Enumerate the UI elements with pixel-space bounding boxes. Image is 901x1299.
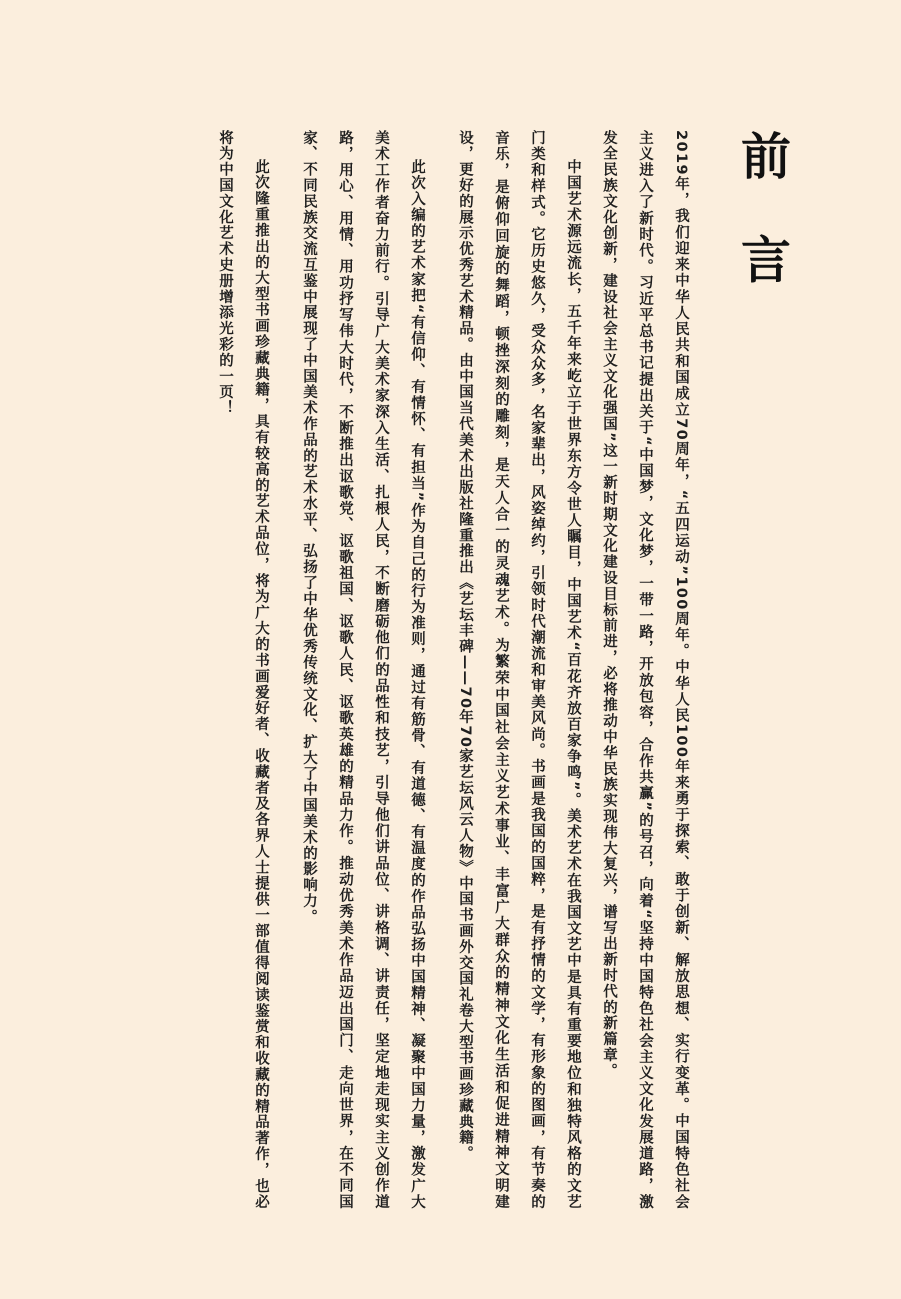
preface-paragraph-1: 2019年，我们迎来中华人民共和国成立70周年，“五四运动”100周年。中华人民100年来勇于探索、敢于创新、解放思想、实行变革。中国特色社会主义进入了新时代。习近平总书记提出关于“中国梦，文化梦，一带一路，开放包容，合作共赢”的号召，向着“坚持中国特色社会主义文化发展道路，激发全民族文化创新，建设社会主义文化强国”这一新时期文化建设目标前进，必将推动中华民族实现伟大复兴，谱写出新时代的新篇章。: [601, 130, 689, 1210]
preface-paragraph-3: 此次入编的艺术家把“有信仰、有情怀、有担当”作为自己的行为准则，通过有筋骨、有道德、有温度的作品弘扬中国精神、凝聚中国力量，激发广大美术工作者奋力前行。引导广大美术家深入生活、扎根人民，不断磨砺他们的品性和技艺，引导他们讲品位、讲格调、讲责任，坚定地走现实主义创作道路，用心、用情、用功抒写伟大时代，不断推出讴歌党、讴歌祖国、讴歌人民、讴歌英雄的精品力作。推动优秀美术作品迈出国门、走向世界，在不同国家、不同民族交流互鉴中展现了中国美术作品的艺术水平、弘扬了中华优秀传统文化、扩大了中国美术的影响力。: [301, 130, 425, 1210]
preface-paragraph-4: 此次隆重推出的大型书画珍藏典籍，具有较高的艺术品位，将为广大的书画爱好者、收藏者及各界人士提供一部值得阅读鉴赏和收藏的精品著作，也必将为中国文化艺术史册增添光彩的一页！: [217, 130, 269, 1210]
page-title: 前 言: [733, 130, 792, 302]
preface-paragraph-2: 中国艺术源远流长，五千年来屹立于世界东方令世人瞩目，中国艺术“百花齐放百家争鸣”。美术艺术在我国文艺中是具有重要地位和独特风格的文艺门类和样式。它历史悠久，受众众多，名家辈出，风姿绰约，引领时代潮流和审美风尚。书画是我国的国粹，是有抒情的文学，有形象的图画，有节奏的音乐，是俯仰回旋的舞蹈，顿挫深刻的雕刻，是天人合一的灵魂艺术。为繁荣中国社会主义艺术事业、丰富广大群众的精神文化生活和促进精神文明建设，更好的展示优秀艺术精品。由中国当代美术出版社隆重推出《艺坛丰碑——70年70家艺坛风云人物》中国书画外交国礼卷大型书画珍藏典籍。: [457, 130, 581, 1210]
preface-body: [195, 130, 699, 1210]
